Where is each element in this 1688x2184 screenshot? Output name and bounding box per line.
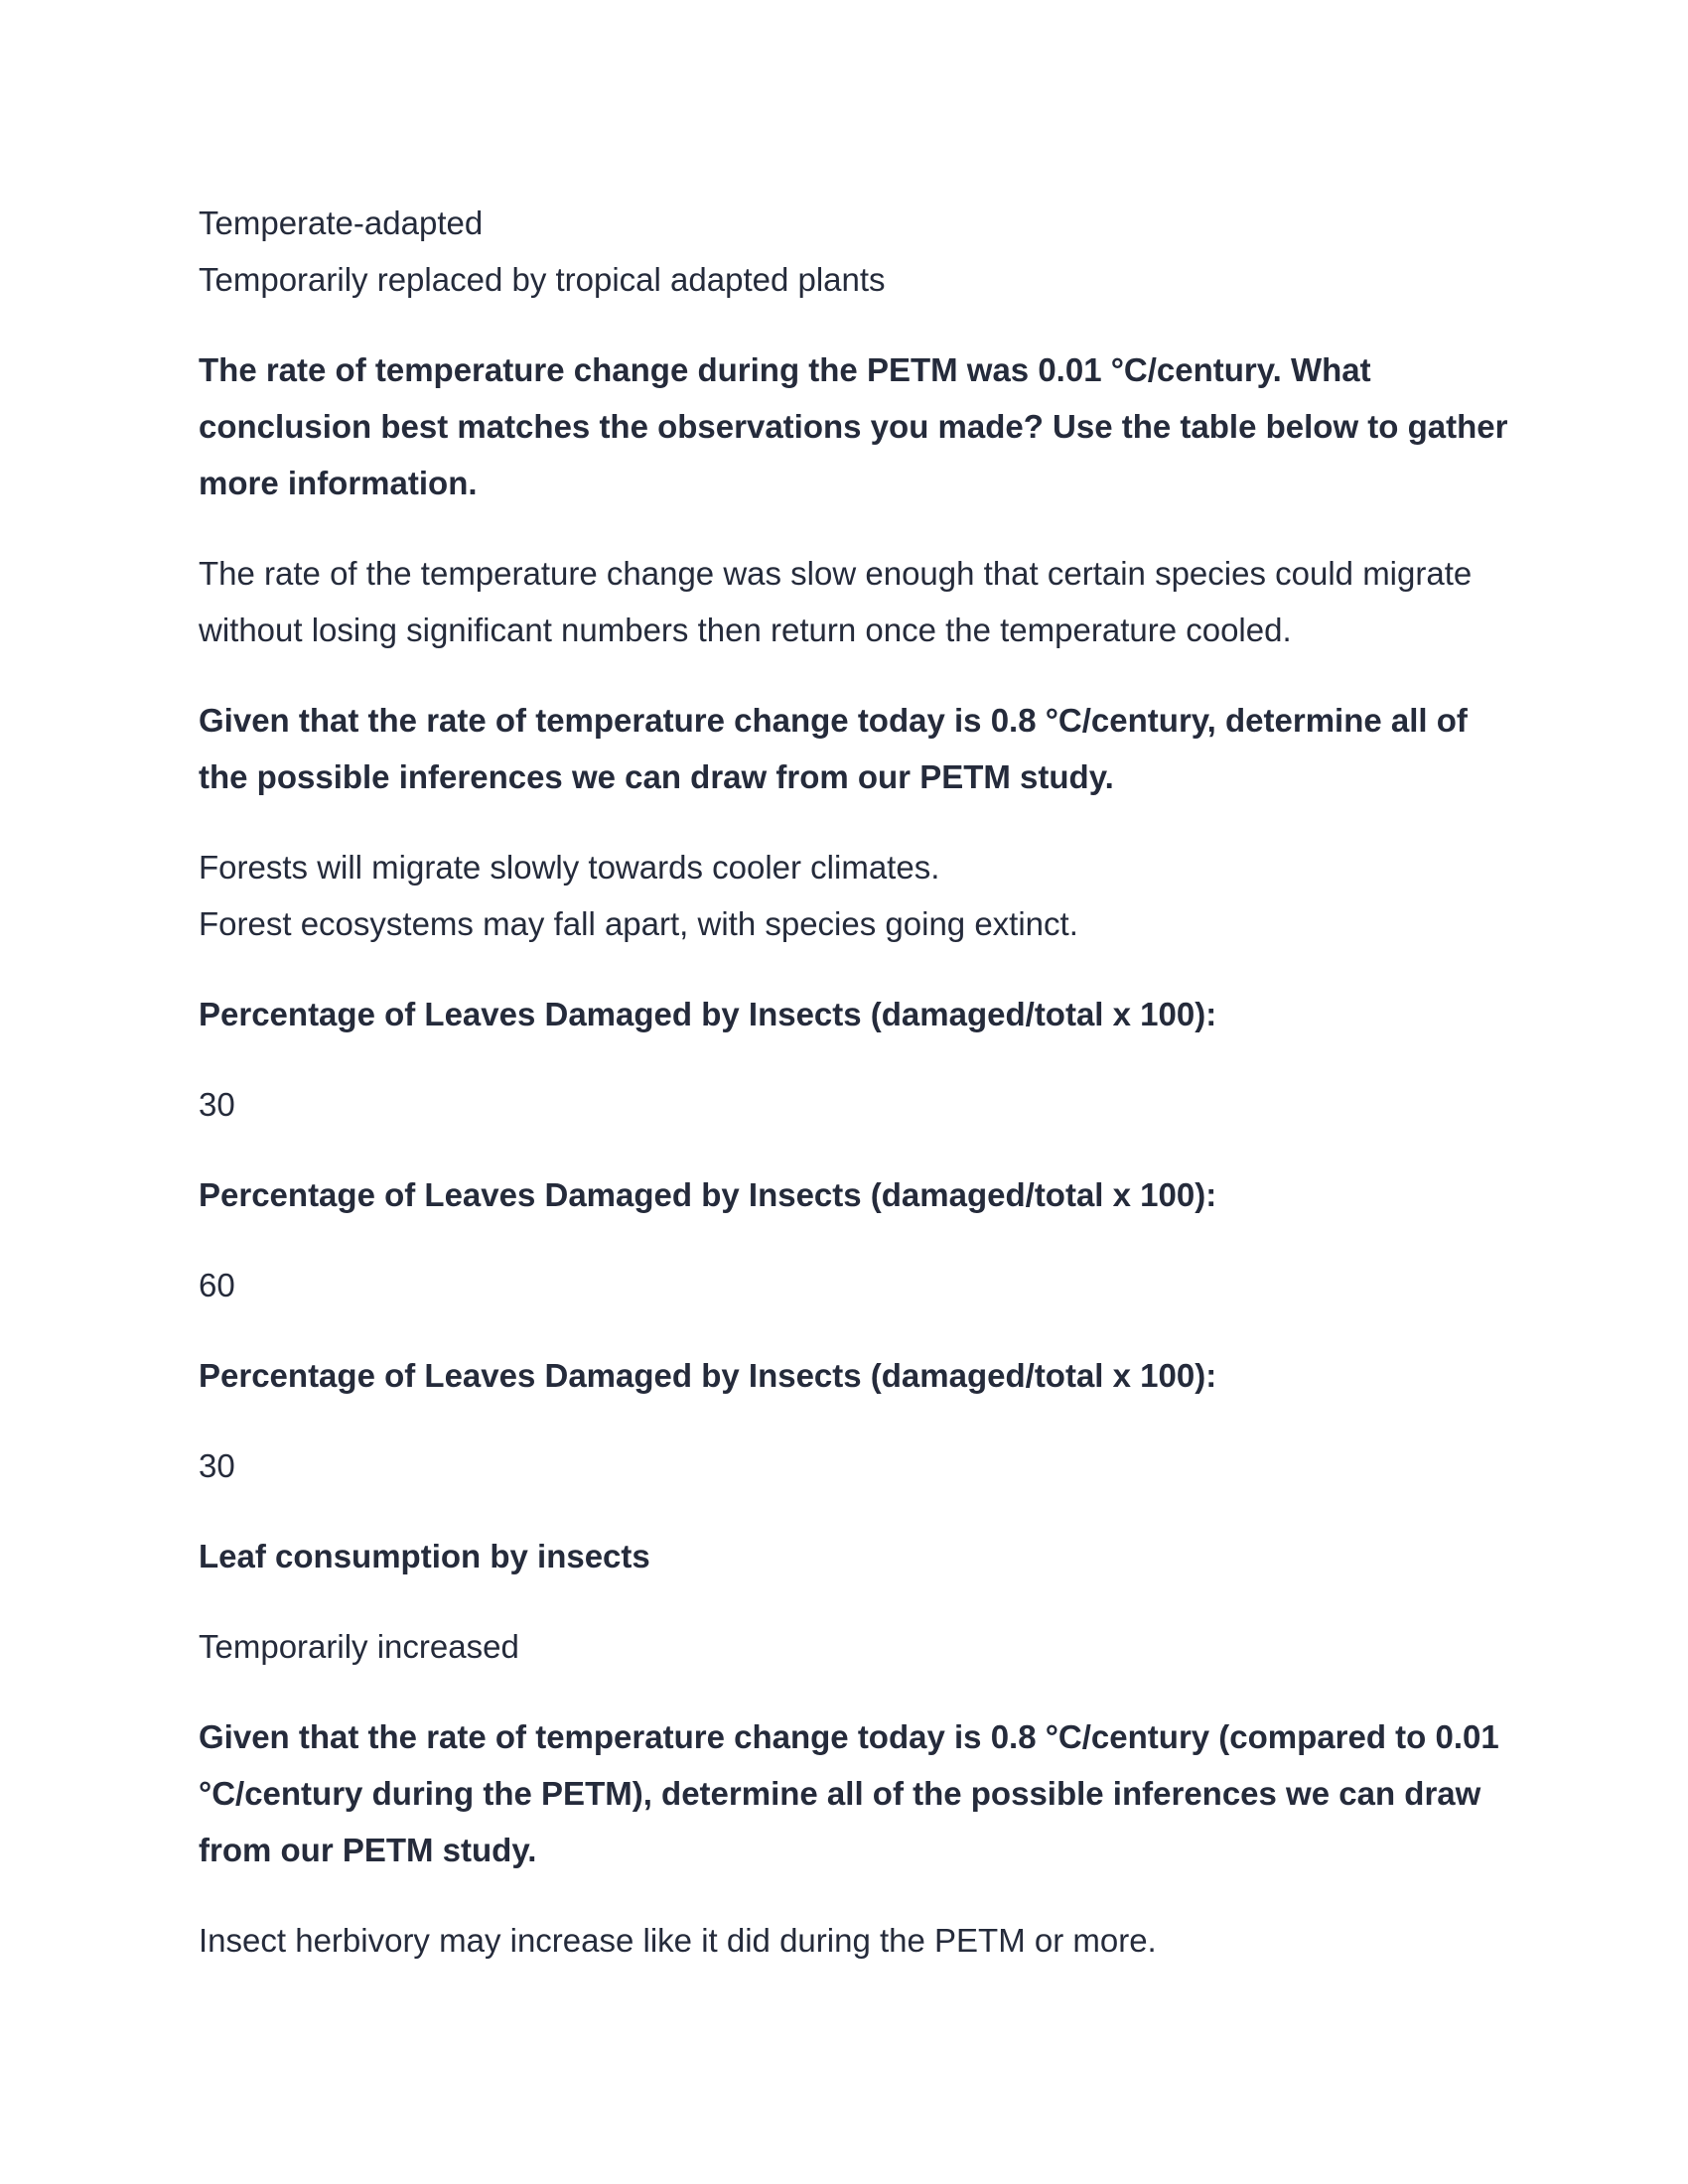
question-leaf-consumption: Leaf consumption by insects: [199, 1538, 650, 1574]
answer-forest-ecosystems: Forest ecosystems may fall apart, with species going extinct.: [199, 905, 1078, 942]
document-page: [199, 195, 1509, 1969]
answer-leaves-damaged-2: 60: [199, 1267, 235, 1303]
question-today-vs-petm: Given that the rate of temperature change today is 0.8 °C/century (compared to 0.01 °C/century during the PETM), determine all of the possible inferences we can draw from our PETM study.: [199, 1718, 1499, 1868]
answer-leaves-damaged-3: 30: [199, 1447, 235, 1484]
answer-leaves-damaged-1: 30: [199, 1086, 235, 1123]
answer-forests-migrate: Forests will migrate slowly towards cooler climates.: [199, 849, 940, 886]
answer-insect-herbivory: Insect herbivory may increase like it did during the PETM or more.: [199, 1922, 1157, 1959]
question-leaves-damaged-3: Percentage of Leaves Damaged by Insects (damaged/total x 100):: [199, 1357, 1217, 1394]
question-today-rate: Given that the rate of temperature change today is 0.8 °C/century, determine all of the possible inferences we can draw from our PETM study.: [199, 702, 1468, 795]
answer-text-replaced: Temporarily replaced by tropical adapted plants: [199, 261, 886, 298]
question-leaves-damaged-1: Percentage of Leaves Damaged by Insects (damaged/total x 100):: [199, 996, 1217, 1032]
question-rate-petm: The rate of temperature change during the PETM was 0.01 °C/century. What conclusion best matches the observations you made? Use the table below to gather more information.: [199, 351, 1508, 501]
answer-leaf-consumption: Temporarily increased: [199, 1628, 519, 1665]
question-leaves-damaged-2: Percentage of Leaves Damaged by Insects (damaged/total x 100):: [199, 1176, 1217, 1213]
answer-text-temperate: Temperate-adapted: [199, 205, 484, 241]
answer-rate-petm: The rate of the temperature change was slow enough that certain species could migrate without losing significant numbers then return once the temperature cooled.: [199, 555, 1473, 648]
